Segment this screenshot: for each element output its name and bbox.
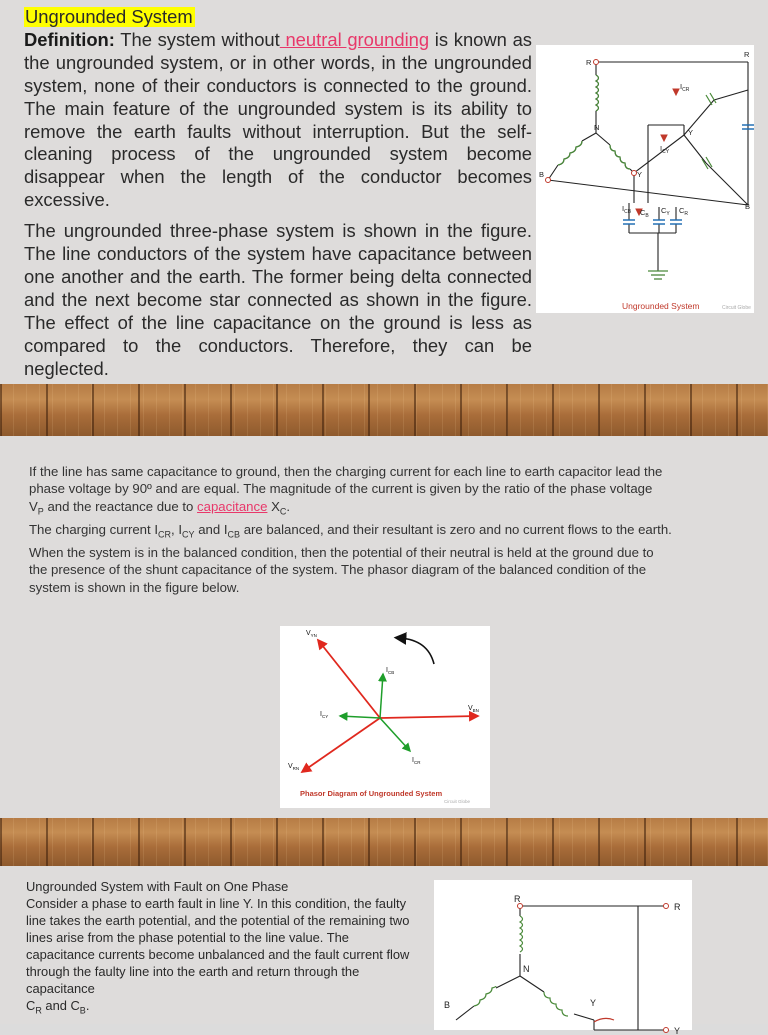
label-cr: $C_R$ — [679, 206, 689, 217]
definition-label: Definition: — [24, 28, 115, 50]
label-b-right: B — [745, 202, 751, 211]
label-vyn: $V_{YN}$ — [306, 630, 317, 638]
slide-charging-current — [0, 436, 768, 818]
slide2-line-1: If the line has same capacitance to ground, then the charging current for each line to earth capacitor lead the — [29, 464, 663, 479]
slide-fault-on-one-phase — [0, 866, 768, 1035]
label-icy: $I_{CY}$ — [660, 144, 670, 155]
slide3-body: Consider a phase to earth fault in line Y. In this condition, the faulty line takes the earth potential, and the potential of the remaining two lines arise from the phase potential to the line value. The capacitance currents become unbalanced and the fault current flow through the faulty line into the earth and return through the capacitance $C_R$ and $C_B$. — [26, 896, 410, 1016]
label-icb: $I_{CB}$ — [622, 204, 632, 215]
label-cb: $C_B$ — [640, 208, 649, 219]
label-y: Y — [590, 998, 597, 1008]
slide2-line-7: system is shown in the figure below. — [29, 579, 240, 595]
rotation-arrow-icon — [400, 638, 434, 664]
label-r-top: R — [514, 894, 521, 904]
label-n: N — [523, 964, 530, 974]
wood-divider-1 — [0, 384, 768, 436]
capacitance-link[interactable]: capacitance — [197, 498, 268, 514]
phasor-icb — [380, 674, 383, 718]
ungrounded-system-circuit — [536, 45, 754, 313]
slide2-text — [29, 463, 741, 596]
phasor-diagram-figure — [280, 626, 490, 808]
ungrounded-system-figure — [536, 45, 754, 313]
slide1-text — [24, 6, 532, 381]
definition-paragraph — [24, 29, 532, 212]
label-r-right: R — [744, 50, 750, 59]
label-r-left: R — [586, 58, 592, 67]
fault-circuit-figure — [434, 880, 692, 1035]
slide2-line-3: $V_P$ and the reactance due to capacitance $X_C$. — [29, 498, 291, 517]
slide3-text — [26, 878, 416, 1020]
label-r-right: R — [674, 902, 681, 912]
label-b-left: B — [539, 170, 545, 179]
slide2-line-2: phase voltage by 90º and are equal. The magnitude of the current is given by the ratio of the phase voltage — [29, 481, 653, 497]
slide2-line-4: The charging current $I_{CR}$, $I_{CY}$ and $I_{CB}$ are balanced, and their resultant is zero and no current flows to the earth. — [29, 521, 672, 540]
capacitance-cr-cb: $C_R$ and $C_B$. — [26, 998, 90, 1016]
label-vrn: $V_{RN}$ — [288, 763, 300, 771]
slide2-line-6: the presence of the shunt capacitance of the system. The phasor diagram of the balanced condition of the — [29, 562, 647, 578]
phasor-diagram — [280, 626, 490, 808]
label-y: Y — [688, 128, 694, 137]
label-y-bottom: Y — [637, 170, 643, 179]
phasor-icy — [340, 716, 380, 718]
label-y-right: Y — [674, 1026, 681, 1035]
phasor-vrn — [302, 718, 380, 772]
figure1-watermark: Circuit Globe — [722, 305, 751, 311]
phasor-vyn — [318, 640, 380, 718]
definition-text-a: The system without — [114, 28, 280, 50]
phasor-icr — [380, 718, 410, 751]
label-icy: $I_{CY}$ — [320, 711, 329, 719]
label-cy: $C_Y$ — [661, 206, 670, 217]
label-icr: $I_{CR}$ — [680, 82, 690, 93]
figure2-caption: Phasor Diagram of Ungrounded System — [300, 789, 443, 798]
wood-divider-2 — [0, 818, 768, 866]
slide1-title: Ungrounded System — [25, 6, 193, 27]
definition-text-b: is known as the ungrounded system, or in other words, in the ungrounded system, none of their conductors is connected to the ground. The main feature of the ungrounded system is its ability to remove the earth faults without interruption. But the self-cleaning process of the ungrounded system become disappear when the length of the conductor becomes excessive. — [24, 28, 532, 211]
figure1-caption: Ungrounded System — [622, 301, 700, 311]
figure2-watermark: Circuit Globe — [444, 799, 471, 804]
label-b: B — [444, 1000, 451, 1010]
slide2-line-5: When the system is in the balanced condition, then the potential of their neutral is held at the ground due to — [29, 544, 654, 560]
slide3-title: Ungrounded System with Fault on One Phase — [26, 879, 289, 894]
neutral-grounding-link[interactable]: neutral grounding — [279, 28, 430, 50]
label-icb: $I_{CB}$ — [386, 667, 395, 675]
system-description-paragraph: The ungrounded three-phase system is shown in the figure. The line conductors of the system have capacitance between one another and the earth. The former being delta connected and the next become star connected as shown in the figure. The effect of the line capacitance on the ground is less as compared to the conductors. Therefore, they can be neglected. — [24, 220, 532, 379]
label-n: N — [594, 123, 600, 132]
label-icr: $I_{CR}$ — [412, 757, 421, 765]
fault-circuit — [434, 880, 692, 1035]
phasor-vbn — [380, 716, 478, 718]
slide-ungrounded-system — [0, 0, 768, 384]
label-vbn: $V_{BN}$ — [468, 705, 479, 713]
